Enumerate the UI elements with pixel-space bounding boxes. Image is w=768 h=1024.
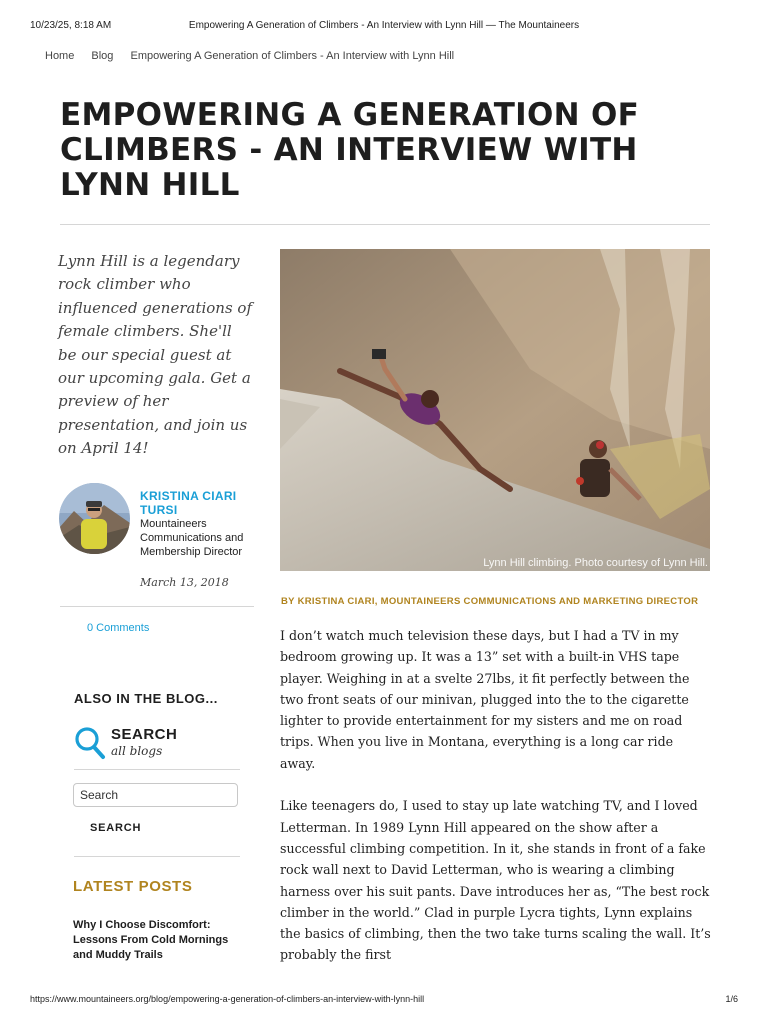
search-heading: SEARCH xyxy=(111,726,178,743)
page-title: EMPOWERING A GENERATION OF CLIMBERS - AN INTERVIEW WITH LYNN HILL xyxy=(60,97,640,203)
search-subheading: all blogs xyxy=(111,744,163,758)
search-button[interactable]: SEARCH xyxy=(90,822,142,834)
latest-divider xyxy=(74,856,240,857)
author-box xyxy=(59,483,259,593)
print-footer xyxy=(30,994,738,1004)
breadcrumb-home[interactable]: Home xyxy=(45,50,75,62)
article-paragraph: I don’t watch much television these days, but I had a TV in my bedroom growing up. It was a 13” set with a built-in VHS tape player. Weighing in at a svelte 27lbs, it fit perfectly between the two front seats of our minivan, plugged into the to the cigarette lighter to provide entertainment for my sisters and me on road trips. When you live in Montana, everything is a long car ride away. xyxy=(280,628,690,771)
article-body xyxy=(280,625,712,987)
comments-link[interactable]: 0 Comments xyxy=(87,622,150,634)
print-page-title: Empowering A Generation of Climbers - An Interview with Lynn Hill — The Mountaineers xyxy=(188,20,580,31)
print-header xyxy=(30,20,738,34)
avatar[interactable] xyxy=(59,483,130,554)
latest-posts-heading: LATEST POSTS xyxy=(73,878,193,895)
article-intro: Lynn Hill is a legendary rock climber who influenced generations of female climbers. She'll be our special guest at our upcoming gala. Get a preview of her presentation, and join us on April 14! xyxy=(58,252,253,458)
search-divider xyxy=(74,769,240,770)
search-icon xyxy=(74,726,106,760)
print-url: https://www.mountaineers.org/blog/empowering-a-generation-of-climbers-an-interview-with-lynn-hill xyxy=(30,994,425,1004)
print-datetime: 10/23/25, 8:18 AM xyxy=(30,20,112,31)
article-paragraph: Like teenagers do, I used to stay up late watching TV, and I loved Letterman. In 1989 Lynn Hill appeared on the show after a successful climbing competition. In it, she stands in front of a fake rock wall next to David Letterman, who is wearing a climbing harness over his suit pants. Dave introduces her as, “The best rock climber in the world.” Clad in purple Lycra tights, Lynn explains the basics of climbing, then the two take turns scaling the wall. It’s probably the first xyxy=(280,798,711,963)
author-divider xyxy=(60,606,254,607)
hero-image xyxy=(280,249,710,571)
breadcrumb-blog[interactable]: Blog xyxy=(91,50,114,62)
title-divider xyxy=(60,224,710,225)
article-byline: BY KRISTINA CIARI, MOUNTAINEERS COMMUNICATIONS AND MARKETING DIRECTOR xyxy=(281,596,699,607)
latest-post-link[interactable]: Why I Choose Discomfort: Lessons From Cold Mornings and Muddy Trails xyxy=(73,919,229,961)
search-block xyxy=(74,726,244,762)
hero-caption: Lynn Hill climbing. Photo courtesy of Lynn Hill. xyxy=(483,557,708,569)
breadcrumb xyxy=(45,50,468,62)
author-name[interactable]: KRISTINA CIARI TURSI xyxy=(140,489,237,517)
breadcrumb-current: Empowering A Generation of Climbers - An Interview with Lynn Hill xyxy=(130,50,455,62)
author-role: Mountaineers Communications and Membership Director xyxy=(140,518,244,558)
publish-date: March 13, 2018 xyxy=(140,576,229,589)
search-input[interactable] xyxy=(73,783,238,807)
also-in-blog-heading: ALSO IN THE BLOG... xyxy=(74,691,218,706)
page-number: 1/6 xyxy=(725,994,738,1004)
